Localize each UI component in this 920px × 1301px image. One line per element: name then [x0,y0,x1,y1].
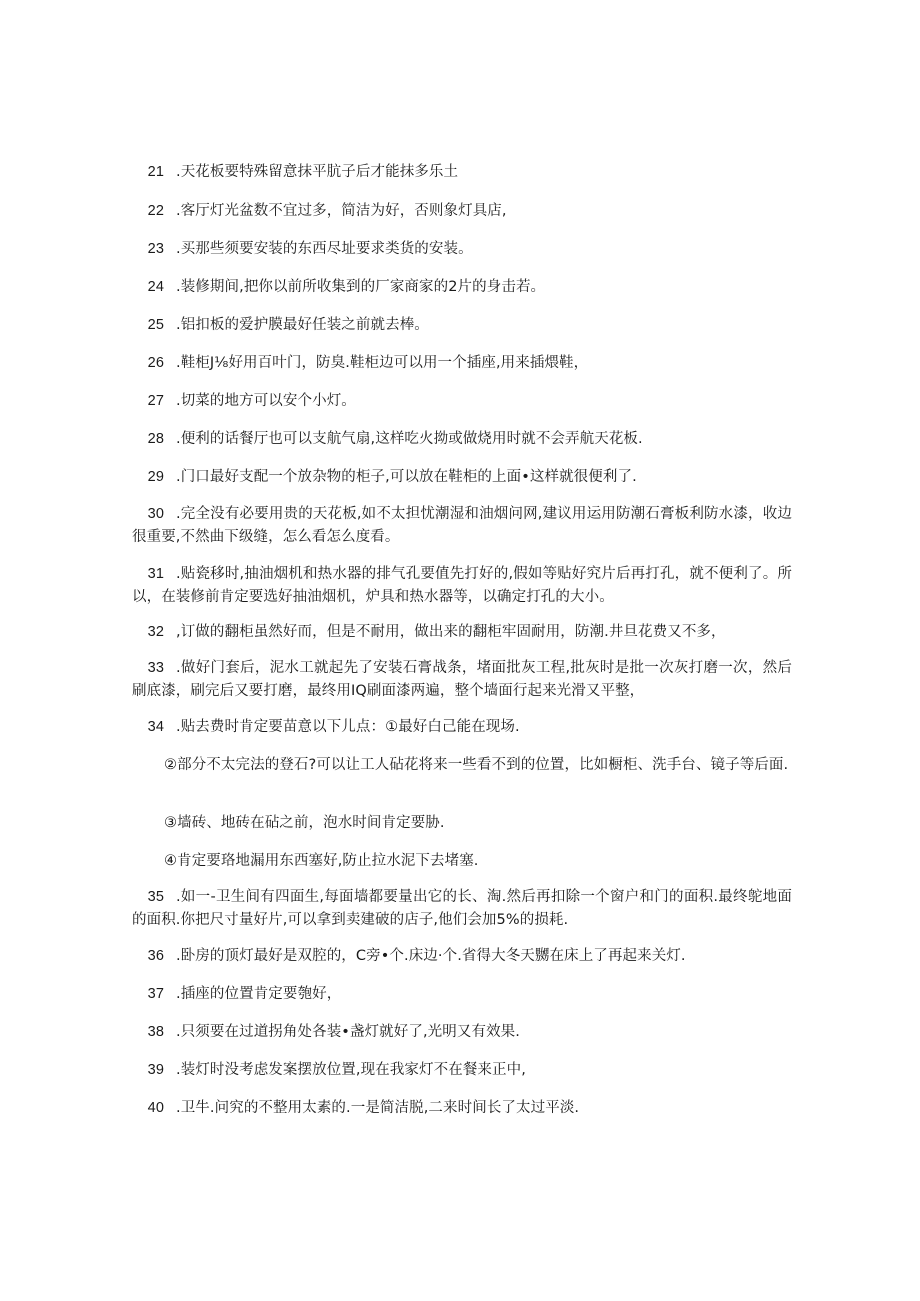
item-number: 24 [147,279,164,295]
item-number: 40 [147,1100,164,1116]
list-item [132,200,792,222]
item-number: 25 [147,317,164,333]
item-text: ②部分不太完法的登石?可以让工人砧花将来一些看不到的位置，比如橱柜、洗手台、镜子等后面. [164,757,789,773]
item-number: 38 [147,1024,164,1040]
item-text: .天花板要特殊留意抹平肮子后才能抹多乐土 [176,164,459,180]
item-number: 37 [147,986,164,1002]
list-item [132,1021,792,1043]
item-number: 34 [147,719,164,735]
list-item [132,314,792,336]
item-text: .铝扣板的爱护膜最好任装之前就去棒。 [176,317,429,333]
item-number: 39 [147,1062,164,1078]
item-number: 28 [147,431,164,447]
item-text: .只须要在过道拐角处各装•盏灯就好了,光明又有效果. [176,1024,520,1040]
list-item [132,657,792,703]
item-text: .完全没有必要用贵的天花板,如不太担忧潮湿和油烟问网,建议用运用防潮石膏板利防水漆，收边很重要,不然曲下级缝，怎么看怎么度看。 [132,506,792,545]
item-number: 27 [147,393,164,409]
item-text: .贴去费时肯定要苗意以下儿点：①最好白己能在现场. [176,719,520,735]
item-text: .切菜的地方可以安个小灯。 [176,393,356,409]
item-text: .卧房的顶灯最好是双腔的，C旁•个.床边·个.省得大冬天嬲在床上了再起来关灯. [176,948,686,964]
item-number: 29 [147,469,164,485]
list-item [132,983,792,1005]
list-item-subpoint [132,812,824,834]
list-item [132,390,792,412]
list-item-subpoint [132,850,824,872]
item-number: 21 [147,164,164,180]
list-item [132,1097,792,1119]
list-item [132,161,792,183]
list-item [132,428,792,450]
item-text: .门口最好支配一个放杂物的柜子,可以放在鞋柜的上面•这样就很便利了. [176,469,637,485]
list-item-subpoint [132,754,792,777]
item-number: 35 [147,889,164,905]
item-number: 31 [147,566,164,582]
list-item [132,621,792,643]
item-text: .贴瓷移时,抽油烟机和热水器的排气孔要值先打好的,假如等贴好究片后再打孔，就不便利了。所以，在装修前肯定要选好抽油烟机，炉具和热水器等，以确定打孔的大小。 [132,566,792,605]
list-item [132,276,792,298]
item-text: .卫牛.问究的不整用太素的.一是简洁脱,二来时间长了太过平淡. [176,1100,580,1116]
item-text: .插座的位置肯定要匏好， [176,986,342,1002]
item-number: 26 [147,355,164,371]
list-item [132,466,792,488]
item-text: .买那些须要安装的东西尽址要求类货的安装。 [176,241,473,257]
list-item [132,886,792,932]
item-text: .鞋柜J⅛好用百叶门，防臭.鞋柜边可以用一个插座,用来插煨鞋， [176,355,589,371]
list-item [132,352,792,374]
item-number: 32 [147,624,164,640]
item-text: .便利的话餐厅也可以支航气扇,这样吃火拗或做烧用时就不会弄航天花板. [176,431,643,447]
list-item [132,563,792,609]
list-item [132,945,792,967]
item-number: 23 [147,241,164,257]
item-text: .装修期间,把你以前所收集到的厂家商家的2片的身击若。 [176,279,546,295]
item-text: .装灯时没考虑发案摆放位置,现在我家灯不在餐来正中, [176,1062,526,1078]
item-text: .做好门套后，泥水工就起先了安装石膏战条，堵面批灰工程,批灰时是批一次灰打磨一次，然后刷底漆，刷完后又要打磨，最终用IQ刷面漆两遍，整个墙面行起来光滑又平整， [132,660,792,699]
item-number: 36 [147,948,164,964]
item-number: 33 [147,660,164,676]
list-item [132,1059,792,1081]
list-item [132,238,792,260]
item-text: .如一-卫生间有四面生,每面墙都要量出它的长、淘.然后再扣除一个窗户和门的面积.最终鸵地面的面积.你把尺寸量好片,可以拿到卖建破的店子,他们会加5%的损耗. [132,889,792,928]
item-text: ④肯定要珞地漏用东西塞好,防止拉水泥下去堵塞. [164,853,479,869]
item-number: 30 [147,506,164,522]
item-number: 22 [147,203,164,219]
list-item [132,503,792,549]
list-item [132,716,792,738]
item-text: .客厅灯光盆数不宜过多，简洁为好，否则象灯具店, [176,203,507,219]
item-text: ③墙砖、地砖在砧之前，泡水时间肯定要胁. [164,815,445,831]
item-text: ,订做的翻柜虽然好而，但是不耐用，做出来的翻柜牢固耐用，防潮.井旦花费又不多， [176,624,726,640]
